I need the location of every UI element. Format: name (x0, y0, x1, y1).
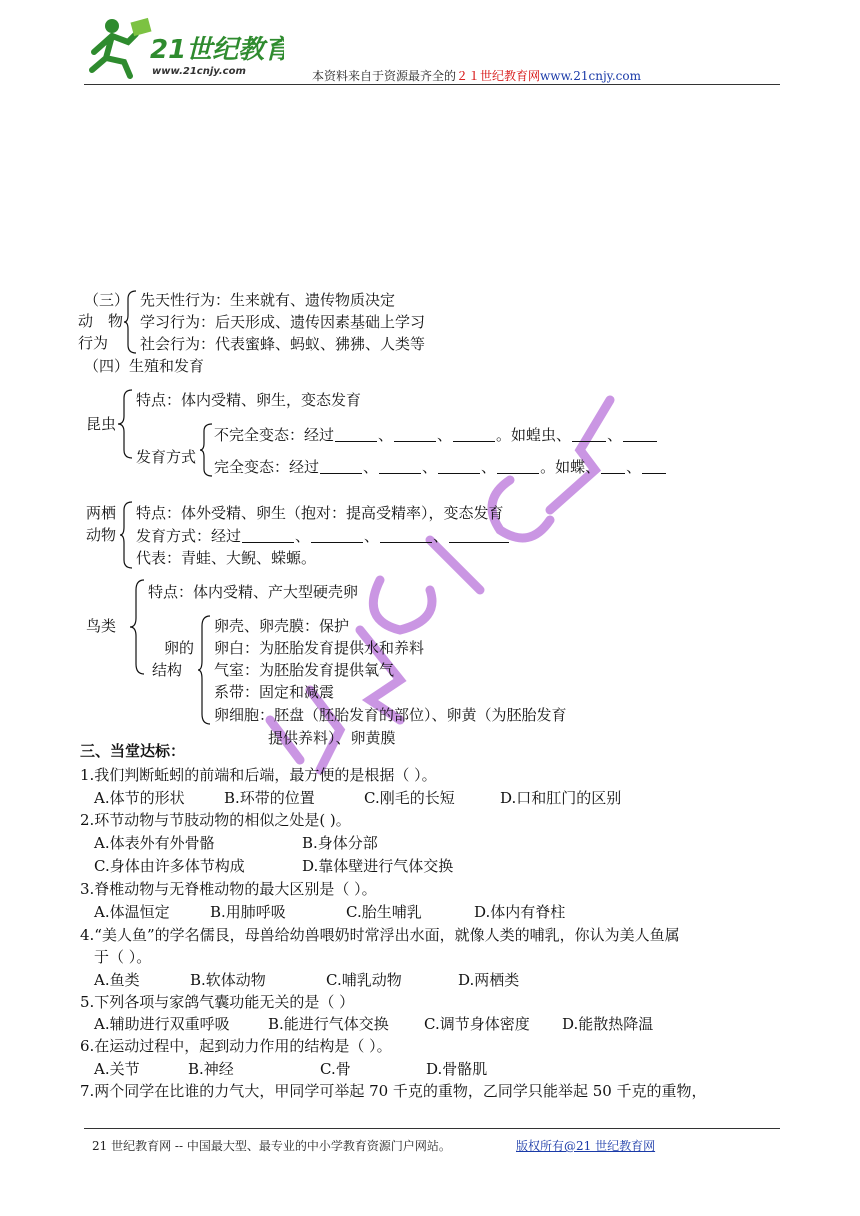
bird-label: 鸟类 (86, 617, 117, 635)
logo (84, 12, 284, 82)
quiz-title: 三、当堂达标： (80, 742, 186, 760)
q3-option-d[interactable]: D.体内有脊柱 (474, 903, 566, 921)
q3-option-b[interactable]: B.用肺呼吸 (210, 903, 286, 921)
sep: 、 (481, 458, 497, 476)
blank[interactable] (320, 458, 362, 474)
sep: 、 (363, 458, 379, 476)
q4-option-a[interactable]: A.鱼类 (94, 971, 140, 989)
blank[interactable] (449, 527, 509, 543)
q2-option-d[interactable]: D.靠体壁进行气体交换 (302, 857, 454, 875)
insect-incomplete-example: 。如蝗虫、 (496, 426, 572, 444)
q5-option-d[interactable]: D.能散热降温 (562, 1015, 654, 1033)
insect-incomplete-prefix: 不完全变态：经过 (214, 426, 335, 444)
bird-egg-item-3: 气室：为胚胎发育提供氧气 (214, 661, 395, 679)
bird-egg-brace (198, 614, 212, 726)
amphibian-label-1: 两栖 (86, 504, 117, 522)
q5-option-b[interactable]: B.能进行气体交换 (268, 1015, 389, 1033)
header-divider (84, 84, 780, 85)
bird-egg-item-4: 系带：固定和减震 (214, 683, 335, 701)
sep: 、 (378, 426, 394, 444)
blank[interactable] (623, 426, 657, 442)
behavior-label-1: （三） (84, 291, 130, 309)
amphibian-feature: 特点：体外受精、卵生（抱对：提高受精率），变态发育 (136, 504, 504, 522)
insect-brace (118, 388, 134, 460)
blank[interactable] (601, 458, 625, 474)
logo-url: www.21cnjy.com (152, 66, 246, 77)
question-3: 3.脊椎动物与无脊椎动物的最大区别是（ ）。 (80, 880, 377, 898)
question-4: 4.“美人鱼”的学名儒艮，母兽给幼兽喂奶时常浮出水面，就像人类的哺乳，你认为美人鱼属 (80, 926, 680, 944)
blank[interactable] (453, 426, 495, 442)
q1-option-b[interactable]: B.环带的位置 (224, 789, 315, 807)
bird-egg-item-1: 卵壳、卵壳膜：保护 (214, 617, 350, 635)
blank[interactable] (572, 426, 606, 442)
bird-feature: 特点：体内受精、产大型硬壳卵 (148, 583, 359, 601)
sep: 、 (422, 458, 438, 476)
behavior-item-2: 学习行为：后天形成、遗传因素基础上学习 (140, 313, 426, 331)
sep: 、 (607, 426, 623, 444)
insect-feature: 特点：体内受精、卵生，变态发育 (136, 391, 362, 409)
blank[interactable] (642, 458, 666, 474)
question-2: 2.环节动物与节肢动物的相似之处是( )。 (80, 811, 351, 829)
question-1: 1.我们判断蚯蚓的前端和后端，最方便的是根据（ ）。 (80, 766, 437, 784)
footer-copyright-link[interactable]: 版权所有@21 世纪教育网 (516, 1139, 656, 1153)
q1-option-c[interactable]: C.刚毛的长短 (364, 789, 455, 807)
behavior-label-2: 动 物 (78, 312, 124, 330)
sep: 、 (295, 527, 311, 545)
header-source-url[interactable]: www.21cnjy.com (540, 69, 641, 83)
reproduction-title: （四）生殖和发育 (84, 357, 205, 375)
q6-option-c[interactable]: C.骨 (320, 1060, 351, 1078)
q4-option-d[interactable]: D.两栖类 (458, 971, 520, 989)
q2-option-a[interactable]: A.体表外有外骨骼 (94, 834, 215, 852)
behavior-item-3: 社会行为：代表蜜蜂、蚂蚁、狒狒、人类等 (140, 335, 426, 353)
sep: 、 (626, 458, 642, 476)
footer-text: 21 世纪教育网 -- 中国最大型、最专业的中小学教育资源门户网站。 (92, 1139, 451, 1153)
header-source-prefix: 本资料来自于资源最齐全的 (312, 69, 457, 83)
insect-complete (214, 457, 667, 477)
behavior-item-1: 先天性行为：生来就有、遗传物质决定 (140, 291, 396, 309)
amphibian-label-2: 动物 (86, 526, 117, 544)
q6-option-a[interactable]: A.关节 (94, 1060, 140, 1078)
q2-option-c[interactable]: C.身体由许多体节构成 (94, 857, 245, 875)
footer-divider (84, 1128, 780, 1129)
bird-egg-item-5: 卵细胞：胚盘（胚胎发育的部位）、卵黄（为胚胎发育 (214, 706, 567, 724)
behavior-brace (124, 289, 138, 355)
q2-option-b[interactable]: B.身体分部 (302, 834, 378, 852)
blank[interactable] (394, 426, 436, 442)
bird-egg-label-2: 结构 (152, 661, 183, 679)
q3-option-a[interactable]: A.体温恒定 (94, 903, 170, 921)
sep: 、 (433, 527, 449, 545)
question-7: 7.两个同学在比谁的力气大，甲同学可举起 70 千克的重物，乙同学只能举起 50 千克的重物， (80, 1082, 707, 1100)
blank[interactable] (379, 458, 421, 474)
logo-text: 21世纪教育 (150, 35, 284, 65)
amphibian-dev-prefix: 发育方式：经过 (136, 527, 242, 545)
insect-complete-prefix: 完全变态：经过 (214, 458, 320, 476)
bird-egg-item-2: 卵白：为胚胎发育提供水和养料 (214, 639, 425, 657)
bird-egg-item-5-cont: 提供养料）、卵黄膜 (268, 729, 396, 747)
bird-brace (130, 578, 146, 676)
blank[interactable] (311, 527, 363, 543)
insect-complete-example: 。如蝶、 (540, 458, 601, 476)
behavior-label-3: 行为 (78, 334, 109, 352)
blank[interactable] (242, 527, 294, 543)
q1-option-a[interactable]: A.体节的形状 (94, 789, 185, 807)
blank[interactable] (335, 426, 377, 442)
q4-option-b[interactable]: B.软体动物 (190, 971, 266, 989)
amphibian-brace (120, 500, 134, 570)
insect-dev-brace (200, 422, 214, 478)
q5-option-a[interactable]: A.辅助进行双重呼吸 (94, 1015, 230, 1033)
blank[interactable] (380, 527, 432, 543)
sep: 、 (437, 426, 453, 444)
blank[interactable] (438, 458, 480, 474)
q1-option-d[interactable]: D.口和肛门的区别 (500, 789, 622, 807)
insect-dev-label: 发育方式 (136, 448, 197, 466)
amphibian-dev (136, 526, 510, 546)
question-5: 5.下列各项与家鸽气囊功能无关的是（ ） (80, 993, 355, 1011)
sep: 、 (364, 527, 380, 545)
q3-option-c[interactable]: C.胎生哺乳 (346, 903, 422, 921)
amphibian-representative: 代表：青蛙、大鲵、蝾螈。 (136, 549, 317, 567)
footer-copyright[interactable] (516, 1136, 655, 1156)
runner-logo-icon (84, 12, 284, 82)
q5-option-c[interactable]: C.调节身体密度 (424, 1015, 530, 1033)
header-source (312, 66, 641, 86)
q4-option-c[interactable]: C.哺乳动物 (326, 971, 402, 989)
blank[interactable] (497, 458, 539, 474)
q6-option-b[interactable]: B.神经 (188, 1060, 234, 1078)
bird-egg-label-1: 卵的 (164, 639, 195, 657)
insect-incomplete (214, 425, 658, 445)
question-6: 6.在运动过程中，起到动力作用的结构是（ ）。 (80, 1037, 392, 1055)
insect-label: 昆虫 (86, 415, 117, 433)
q6-option-d[interactable]: D.骨骼肌 (426, 1060, 488, 1078)
header-source-site[interactable]: ２１世纪教育网 (456, 69, 541, 83)
question-4-cont: 于（ ）。 (94, 948, 152, 966)
